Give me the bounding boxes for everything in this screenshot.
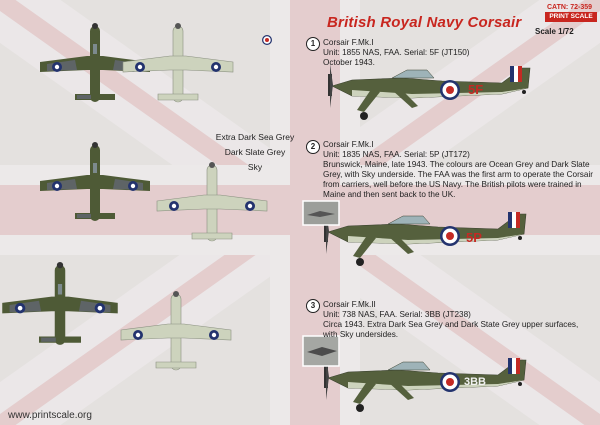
profile-1-code: 5F (468, 82, 484, 97)
profile-1-unit: Unit: 1855 NAS, FAA. Serial: 5F (JT150) (323, 48, 470, 57)
catalog-number: CATN: 72-359 (547, 4, 592, 11)
brand-logo: PRINT SCALE (545, 12, 597, 22)
color-legend-item: Sky (247, 162, 263, 172)
profile-2-number: 2 (306, 140, 320, 154)
profile-2-description (323, 140, 593, 200)
color-legend-item: Extra Dark Sea Grey (215, 132, 295, 142)
profile-1-date: October 1943. (323, 58, 375, 67)
profile-3-unit: Unit: 738 NAS, FAA. Serial: 3BB (JT238) (323, 310, 471, 319)
profile-1-name: Corsair F.Mk.I (323, 38, 374, 47)
profile-1-number: 1 (306, 37, 320, 51)
profile-3-description (323, 300, 593, 340)
profile-1-description (323, 38, 470, 68)
color-legend-item: Dark Slate Grey (224, 147, 286, 157)
profile-2-name: Corsair F.Mk.I (323, 140, 374, 149)
color-legend (200, 130, 310, 175)
profile-3-code: 3BB (464, 376, 487, 388)
profile-2-code: 5P (466, 230, 482, 245)
website-link[interactable]: www.printscale.org (8, 410, 92, 421)
scale-label: Scale 1/72 (535, 27, 574, 36)
page-title: British Royal Navy Corsair (327, 14, 522, 31)
profile-2-text: Brunswick, Maine, late 1943. The colours are Ocean Grey and Dark Slate Grey, with Sky underside. The FAA was the first arm to operate the Corsair from carriers, well before the US Navy. The British pilots were trained in Maine and then sent back to the UK. (323, 160, 593, 199)
profile-3-number: 3 (306, 299, 320, 313)
profile-3-name: Corsair F.Mk.II (323, 300, 376, 309)
profile-3-text: Circa 1943. Extra Dark Sea Grey and Dark State Grey upper surfaces, with Sky undersides. (323, 320, 579, 339)
profile-2-unit: Unit: 1835 NAS, FAA. Serial: 5P (JT172) (323, 150, 470, 159)
